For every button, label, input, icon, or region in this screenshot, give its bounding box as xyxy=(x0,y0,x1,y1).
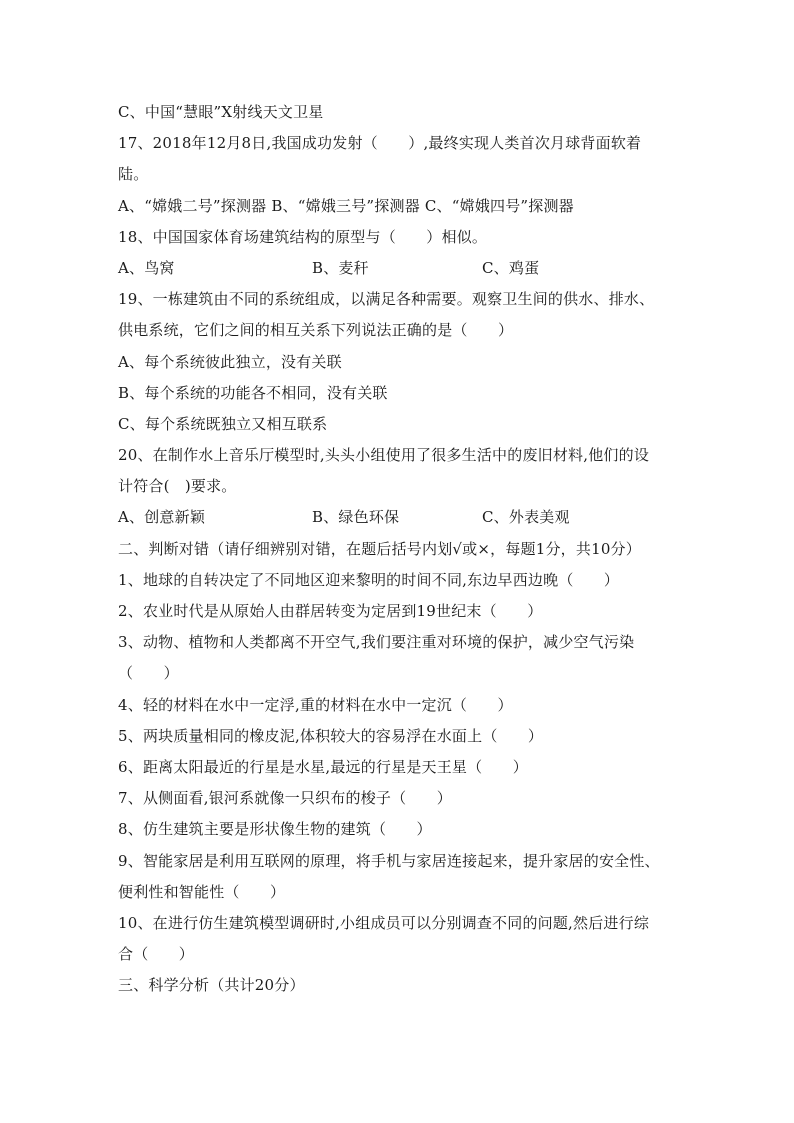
tf-item-2: 2、农业时代是从原始人由群居转变为定居到19世纪末（ ） xyxy=(118,602,543,620)
tf-item-8: 8、仿生建筑主要是形状像生物的建筑（ ） xyxy=(118,820,432,839)
q19-stem-line1: 19、一栋建筑由不同的系统组成，以满足各种需要。观察卫生间的供水、排水、 xyxy=(118,290,655,309)
q20-options xyxy=(118,502,686,533)
q18-option-c: C、鸡蛋 xyxy=(482,258,540,277)
tf-item-7: 7、从侧面看,银河系就像一只织布的梭子（ ） xyxy=(118,789,452,808)
q17-options: A、“嫦娥二号”探测器 B、“嫦娥三号”探测器 C、“嫦娥四号”探测器 xyxy=(118,196,574,215)
section-2-heading: 二、判断对错（请仔细辨别对错，在题后括号内划√或×，每题1分，共10分） xyxy=(118,539,641,558)
q17-stem-line1: 17、2018年12月8日,我国成功发射（ ）,最终实现人类首次月球背面软着 xyxy=(118,134,642,153)
q20-option-c: C、外表美观 xyxy=(482,508,570,527)
q19-option-b: B、每个系统的功能各不相同，没有关联 xyxy=(118,383,388,402)
section-3-heading: 三、科学分析（共计20分） xyxy=(118,976,305,995)
q18-option-a: A、鸟窝 xyxy=(118,258,175,277)
q20-option-a: A、创意新颖 xyxy=(118,508,206,527)
tf-item-3-line2: （ ） xyxy=(118,664,179,683)
q18-option-b: B、麦秆 xyxy=(312,258,369,277)
tf-item-1: 1、地球的自转决定了不同地区迎来黎明的时间不同,东边早西边晚（ ） xyxy=(118,570,620,589)
tf-item-6: 6、距离太阳最近的行星是水星,最远的行星是天王星（ ） xyxy=(118,757,528,776)
tf-item-9-line2: 便利性和智能性（ ） xyxy=(118,882,286,901)
tf-item-3-line1: 3、动物、植物和人类都离不开空气,我们要注重对环境的保护，减少空气污染 xyxy=(118,633,635,652)
q20-option-b: B、绿色环保 xyxy=(312,508,400,527)
tf-item-5: 5、两块质量相同的橡皮泥,体积较大的容易浮在水面上（ ） xyxy=(118,726,544,745)
tf-item-9-line1: 9、智能家居是利用互联网的原理，将手机与家居连接起来，提升家居的安全性、 xyxy=(118,851,660,870)
tf-item-10-line1: 10、在进行仿生建筑模型调研时,小组成员可以分别调查不同的问题,然后进行综 xyxy=(118,913,650,932)
q17-stem-line2: 陆。 xyxy=(118,165,149,184)
q18-stem: 18、中国国家体育场建筑结构的原型与（ ）相似。 xyxy=(118,227,488,246)
q19-stem-line2: 供电系统，它们之间的相互关系下列说法正确的是（ ） xyxy=(118,321,514,340)
q19-option-c: C、每个系统既独立又相互联系 xyxy=(118,414,328,433)
q19-option-a: A、每个系统彼此独立，没有关联 xyxy=(118,352,342,371)
q20-stem-line1: 20、在制作水上音乐厅模型时,头头小组使用了很多生活中的废旧材料,他们的设 xyxy=(118,446,650,465)
exam-content xyxy=(118,97,686,1001)
q20-stem-line2: 计符合( )要求。 xyxy=(118,477,237,496)
q16-option-c: C、中国“慧眼”X射线天文卫星 xyxy=(118,103,324,121)
q18-options xyxy=(118,253,686,284)
tf-item-4: 4、轻的材料在水中一定浮,重的材料在水中一定沉（ ） xyxy=(118,695,513,714)
tf-item-10-line2: 合（ ） xyxy=(118,945,195,964)
